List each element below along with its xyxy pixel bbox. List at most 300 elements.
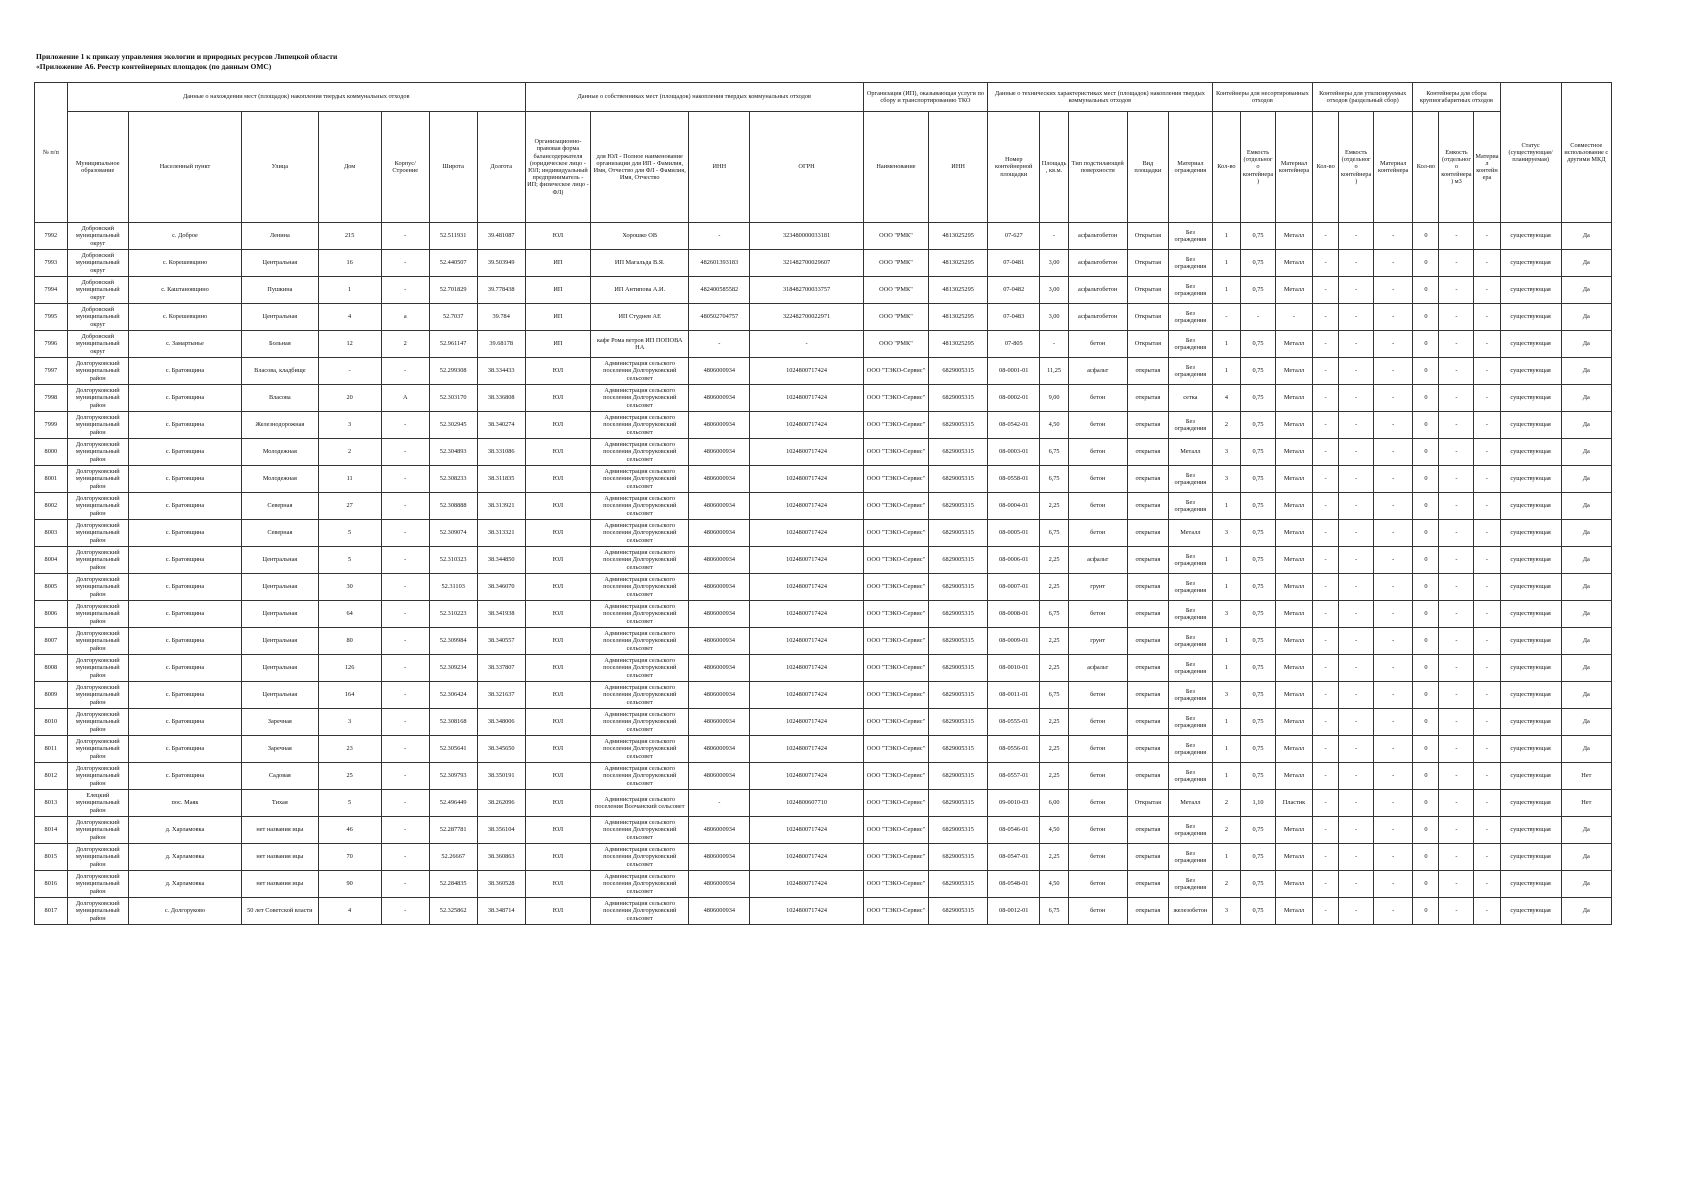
header-building: Корпус/Строение bbox=[381, 112, 429, 223]
cell-building: - bbox=[381, 817, 429, 844]
cell-unsorted-count: 2 bbox=[1212, 412, 1240, 439]
table-row bbox=[35, 250, 1612, 277]
cell-operator-inn: 6829005315 bbox=[929, 385, 988, 412]
cell-legal-form: ИП bbox=[525, 304, 590, 331]
cell-num: 8011 bbox=[35, 736, 68, 763]
cell-unsorted-count: 2 bbox=[1212, 790, 1240, 817]
cell-status: существующая bbox=[1500, 385, 1561, 412]
cell-legal-form: ЮЛ bbox=[525, 547, 590, 574]
cell-ogrn: 1024800717424 bbox=[750, 871, 863, 898]
cell-lat: 52.310323 bbox=[429, 547, 477, 574]
cell-owner-name: ИП Студнев АЕ bbox=[591, 304, 689, 331]
cell-municipality: Долгоруковский муниципальный район bbox=[67, 547, 128, 574]
cell-legal-form: ЮЛ bbox=[525, 439, 590, 466]
cell-building: - bbox=[381, 493, 429, 520]
cell-settlement: с. Братовщина bbox=[128, 682, 241, 709]
cell-status: существующая bbox=[1500, 547, 1561, 574]
header-group-owner: Данные о собственниках мест (площадок) накопления твердых коммунальных отходов bbox=[525, 83, 863, 112]
cell-area: 6,75 bbox=[1040, 439, 1068, 466]
cell-operator-name: ООО "ТЭКО-Сервис" bbox=[863, 493, 928, 520]
cell-recycle-volume: - bbox=[1339, 466, 1374, 493]
cell-operator-inn: 6829005315 bbox=[929, 682, 988, 709]
cell-ogrn: 1024800717424 bbox=[750, 682, 863, 709]
cell-street: Тихая bbox=[242, 790, 318, 817]
cell-operator-name: ООО "ТЭКО-Сервис" bbox=[863, 628, 928, 655]
cell-operator-name: ООО "ТЭКО-Сервис" bbox=[863, 547, 928, 574]
table-row bbox=[35, 223, 1612, 250]
table-row bbox=[35, 601, 1612, 628]
cell-settlement: с. Братовщина bbox=[128, 709, 241, 736]
cell-operator-inn: 6829005315 bbox=[929, 898, 988, 925]
cell-bulky-count: 0 bbox=[1413, 277, 1439, 304]
cell-legal-form: ИП bbox=[525, 250, 590, 277]
cell-municipality: Елецкий муниципальный район bbox=[67, 790, 128, 817]
cell-lon: 38.345650 bbox=[477, 736, 525, 763]
header-row-columns bbox=[35, 112, 1612, 223]
cell-house: 27 bbox=[318, 493, 381, 520]
cell-operator-inn: 6829005315 bbox=[929, 655, 988, 682]
cell-num: 8009 bbox=[35, 682, 68, 709]
cell-owner-name: Администрация сельского поселения Долгоруковский сельсовет bbox=[591, 493, 689, 520]
cell-area: 9,00 bbox=[1040, 385, 1068, 412]
cell-unsorted-material: Металл bbox=[1275, 844, 1312, 871]
cell-shared: Да bbox=[1561, 871, 1611, 898]
cell-shared: Да bbox=[1561, 304, 1611, 331]
cell-site-number: 09-0010-03 bbox=[988, 790, 1040, 817]
cell-surface: грунт bbox=[1068, 628, 1127, 655]
cell-recycle-material: - bbox=[1374, 574, 1413, 601]
cell-fence: Без ограждения bbox=[1169, 736, 1213, 763]
cell-unsorted-volume: 0,75 bbox=[1241, 655, 1276, 682]
cell-bulky-volume: - bbox=[1439, 790, 1474, 817]
cell-bulky-count: 0 bbox=[1413, 304, 1439, 331]
cell-operator-name: ООО "ТЭКО-Сервис" bbox=[863, 520, 928, 547]
cell-lon: 38.348006 bbox=[477, 709, 525, 736]
cell-fence: Без ограждения bbox=[1169, 601, 1213, 628]
cell-bulky-count: 0 bbox=[1413, 439, 1439, 466]
cell-lat: 52.303170 bbox=[429, 385, 477, 412]
cell-operator-inn: 6829005315 bbox=[929, 844, 988, 871]
cell-status: существующая bbox=[1500, 898, 1561, 925]
cell-ogrn: 1024800717424 bbox=[750, 898, 863, 925]
cell-status: существующая bbox=[1500, 736, 1561, 763]
cell-recycle-count: - bbox=[1313, 628, 1339, 655]
cell-site-number: 08-0558-01 bbox=[988, 466, 1040, 493]
cell-lon: 38.344850 bbox=[477, 547, 525, 574]
cell-fence: Без ограждения bbox=[1169, 466, 1213, 493]
cell-municipality: Долгоруковский муниципальный район bbox=[67, 682, 128, 709]
cell-owner-name: Администрация сельского поселения Волчанский сельсовет bbox=[591, 790, 689, 817]
cell-legal-form: ЮЛ bbox=[525, 763, 590, 790]
cell-unsorted-material: Металл bbox=[1275, 898, 1312, 925]
cell-house: 90 bbox=[318, 871, 381, 898]
cell-inn: 4806000934 bbox=[689, 385, 750, 412]
cell-bulky-volume: - bbox=[1439, 736, 1474, 763]
cell-recycle-count: - bbox=[1313, 520, 1339, 547]
cell-operator-name: ООО "ТЭКО-Сервис" bbox=[863, 898, 928, 925]
cell-area: 2,25 bbox=[1040, 655, 1068, 682]
cell-building: А bbox=[381, 385, 429, 412]
cell-legal-form: ЮЛ bbox=[525, 898, 590, 925]
cell-shared: Да bbox=[1561, 358, 1611, 385]
cell-recycle-volume: - bbox=[1339, 709, 1374, 736]
cell-owner-name: ИП Магальда В.Я. bbox=[591, 250, 689, 277]
registry-body bbox=[35, 223, 1612, 925]
cell-unsorted-material: Металл bbox=[1275, 250, 1312, 277]
cell-site-number: 08-0008-01 bbox=[988, 601, 1040, 628]
header-group-tech: Данные о технических характеристиках мест (площадок) накопления твердых коммунальных отходов bbox=[988, 83, 1213, 112]
cell-bulky-count: 0 bbox=[1413, 655, 1439, 682]
cell-ogrn: 1024800717424 bbox=[750, 439, 863, 466]
cell-settlement: д. Харламовка bbox=[128, 817, 241, 844]
cell-num: 7993 bbox=[35, 250, 68, 277]
cell-site-number: 08-0542-01 bbox=[988, 412, 1040, 439]
cell-bulky-volume: - bbox=[1439, 358, 1474, 385]
cell-recycle-count: - bbox=[1313, 601, 1339, 628]
cell-bulky-material: - bbox=[1474, 736, 1500, 763]
cell-recycle-volume: - bbox=[1339, 250, 1374, 277]
cell-operator-inn: 6829005315 bbox=[929, 574, 988, 601]
cell-ogrn: 1024800717424 bbox=[750, 574, 863, 601]
cell-unsorted-material: Металл bbox=[1275, 601, 1312, 628]
cell-surface: асфальтобетон bbox=[1068, 250, 1127, 277]
table-row bbox=[35, 520, 1612, 547]
cell-site-type: Открытая bbox=[1127, 790, 1168, 817]
cell-lat: 52.26667 bbox=[429, 844, 477, 871]
cell-inn: 4806000934 bbox=[689, 601, 750, 628]
cell-unsorted-count: 3 bbox=[1212, 439, 1240, 466]
cell-ogrn: 1024800717424 bbox=[750, 763, 863, 790]
cell-inn: - bbox=[689, 223, 750, 250]
cell-building: - bbox=[381, 844, 429, 871]
cell-status: существующая bbox=[1500, 682, 1561, 709]
cell-owner-name: Администрация сельского поселения Долгоруковский сельсовет bbox=[591, 655, 689, 682]
header-surface: Тип подстилающей поверхности bbox=[1068, 112, 1127, 223]
cell-unsorted-volume: 0,75 bbox=[1241, 520, 1276, 547]
cell-settlement: с. Братовщина bbox=[128, 655, 241, 682]
cell-status: существующая bbox=[1500, 412, 1561, 439]
cell-ogrn: 1024800717424 bbox=[750, 466, 863, 493]
cell-recycle-count: - bbox=[1313, 304, 1339, 331]
cell-recycle-material: - bbox=[1374, 898, 1413, 925]
cell-ogrn: 1024800717424 bbox=[750, 655, 863, 682]
cell-area: - bbox=[1040, 331, 1068, 358]
cell-shared: Да bbox=[1561, 655, 1611, 682]
cell-unsorted-volume: 0,75 bbox=[1241, 439, 1276, 466]
cell-ogrn: 1024800717424 bbox=[750, 493, 863, 520]
cell-bulky-volume: - bbox=[1439, 439, 1474, 466]
cell-shared: Да bbox=[1561, 493, 1611, 520]
cell-fence: Без ограждения bbox=[1169, 493, 1213, 520]
cell-owner-name: Администрация сельского поселения Долгоруковский сельсовет bbox=[591, 736, 689, 763]
cell-inn: 4806000934 bbox=[689, 466, 750, 493]
cell-ogrn: 322482700022971 bbox=[750, 304, 863, 331]
cell-street: Центральная bbox=[242, 628, 318, 655]
cell-recycle-volume: - bbox=[1339, 304, 1374, 331]
cell-bulky-volume: - bbox=[1439, 277, 1474, 304]
cell-site-type: открытая bbox=[1127, 844, 1168, 871]
cell-inn: 482601393183 bbox=[689, 250, 750, 277]
cell-operator-name: ООО "ТЭКО-Сервис" bbox=[863, 574, 928, 601]
header-ogrn: ОГРН bbox=[750, 112, 863, 223]
cell-ogrn: 323480000033181 bbox=[750, 223, 863, 250]
cell-bulky-volume: - bbox=[1439, 844, 1474, 871]
cell-house: 126 bbox=[318, 655, 381, 682]
cell-inn: 4806000934 bbox=[689, 628, 750, 655]
cell-recycle-volume: - bbox=[1339, 763, 1374, 790]
header-fence: Материал ограждения bbox=[1169, 112, 1213, 223]
header-legal-form: Организационно-правовая форма балансодержателя (юридическое лицо - ЮЛ; индивидуальный предприниматель - ИП; физическое лицо - ФЛ) bbox=[525, 112, 590, 223]
cell-area: 3,00 bbox=[1040, 250, 1068, 277]
cell-house: 16 bbox=[318, 250, 381, 277]
cell-inn: 4806000934 bbox=[689, 682, 750, 709]
cell-operator-inn: 6829005315 bbox=[929, 736, 988, 763]
cell-unsorted-volume: 0,75 bbox=[1241, 817, 1276, 844]
cell-num: 8000 bbox=[35, 439, 68, 466]
cell-building: - bbox=[381, 250, 429, 277]
cell-recycle-volume: - bbox=[1339, 439, 1374, 466]
cell-house: 23 bbox=[318, 736, 381, 763]
cell-unsorted-volume: 0,75 bbox=[1241, 250, 1276, 277]
header-group-bulky: Контейнеры для сбора крупногабаритных отходов bbox=[1413, 83, 1500, 112]
cell-municipality: Долгоруковский муниципальный район bbox=[67, 466, 128, 493]
cell-site-type: открытая bbox=[1127, 547, 1168, 574]
cell-owner-name: кафе Рома ветров ИП ПОПОВА НА bbox=[591, 331, 689, 358]
cell-building: - bbox=[381, 574, 429, 601]
cell-operator-inn: 6829005315 bbox=[929, 601, 988, 628]
cell-bulky-material: - bbox=[1474, 493, 1500, 520]
table-row bbox=[35, 304, 1612, 331]
cell-legal-form: ЮЛ bbox=[525, 358, 590, 385]
cell-street: нет названия ицы bbox=[242, 871, 318, 898]
cell-recycle-count: - bbox=[1313, 547, 1339, 574]
cell-unsorted-volume: 0,75 bbox=[1241, 601, 1276, 628]
cell-legal-form: ЮЛ bbox=[525, 520, 590, 547]
cell-status: существующая bbox=[1500, 574, 1561, 601]
cell-fence: Без ограждения bbox=[1169, 547, 1213, 574]
cell-operator-inn: 6829005315 bbox=[929, 358, 988, 385]
cell-site-number: 07-0482 bbox=[988, 277, 1040, 304]
cell-municipality: Добровский муниципальный округ bbox=[67, 223, 128, 250]
cell-bulky-material: - bbox=[1474, 709, 1500, 736]
cell-unsorted-volume: 0,75 bbox=[1241, 358, 1276, 385]
cell-lon: 38.313921 bbox=[477, 493, 525, 520]
cell-site-number: 07-0481 bbox=[988, 250, 1040, 277]
cell-bulky-volume: - bbox=[1439, 682, 1474, 709]
cell-fence: Без ограждения bbox=[1169, 655, 1213, 682]
cell-unsorted-volume: 0,75 bbox=[1241, 547, 1276, 574]
cell-fence: Без ограждения bbox=[1169, 628, 1213, 655]
header-recycle-volume: Емкость (отдельного контейнера) bbox=[1339, 112, 1374, 223]
cell-recycle-material: - bbox=[1374, 277, 1413, 304]
cell-operator-inn: 6829005315 bbox=[929, 871, 988, 898]
cell-owner-name: Администрация сельского поселения Долгоруковский сельсовет bbox=[591, 601, 689, 628]
cell-recycle-count: - bbox=[1313, 277, 1339, 304]
cell-num: 8001 bbox=[35, 466, 68, 493]
cell-num: 7994 bbox=[35, 277, 68, 304]
cell-unsorted-count: 1 bbox=[1212, 574, 1240, 601]
cell-area: 11,25 bbox=[1040, 358, 1068, 385]
cell-recycle-count: - bbox=[1313, 844, 1339, 871]
cell-lat: 52.440507 bbox=[429, 250, 477, 277]
cell-surface: асфальт bbox=[1068, 358, 1127, 385]
cell-surface: бетон bbox=[1068, 844, 1127, 871]
cell-bulky-volume: - bbox=[1439, 574, 1474, 601]
cell-bulky-material: - bbox=[1474, 250, 1500, 277]
cell-operator-name: ООО "РМК" bbox=[863, 277, 928, 304]
cell-bulky-material: - bbox=[1474, 898, 1500, 925]
header-operator-inn: ИНН bbox=[929, 112, 988, 223]
cell-site-number: 08-0548-01 bbox=[988, 871, 1040, 898]
cell-legal-form: ЮЛ bbox=[525, 871, 590, 898]
cell-street: Центральная bbox=[242, 682, 318, 709]
cell-recycle-count: - bbox=[1313, 709, 1339, 736]
cell-unsorted-count: 1 bbox=[1212, 250, 1240, 277]
cell-recycle-volume: - bbox=[1339, 898, 1374, 925]
cell-bulky-material: - bbox=[1474, 439, 1500, 466]
table-row bbox=[35, 574, 1612, 601]
cell-shared: Да bbox=[1561, 331, 1611, 358]
cell-recycle-material: - bbox=[1374, 493, 1413, 520]
cell-num: 8012 bbox=[35, 763, 68, 790]
cell-recycle-material: - bbox=[1374, 628, 1413, 655]
cell-lon: 38.348714 bbox=[477, 898, 525, 925]
cell-status: существующая bbox=[1500, 763, 1561, 790]
cell-area: 6,75 bbox=[1040, 601, 1068, 628]
cell-surface: бетон bbox=[1068, 871, 1127, 898]
cell-unsorted-material: Металл bbox=[1275, 385, 1312, 412]
cell-lon: 39.481087 bbox=[477, 223, 525, 250]
cell-bulky-count: 0 bbox=[1413, 871, 1439, 898]
cell-recycle-volume: - bbox=[1339, 385, 1374, 412]
cell-lat: 52.511931 bbox=[429, 223, 477, 250]
cell-lat: 52.302945 bbox=[429, 412, 477, 439]
cell-site-type: открытая bbox=[1127, 655, 1168, 682]
cell-num: 8014 bbox=[35, 817, 68, 844]
cell-surface: бетон bbox=[1068, 763, 1127, 790]
cell-building: а bbox=[381, 304, 429, 331]
table-row bbox=[35, 844, 1612, 871]
cell-fence: Без ограждения bbox=[1169, 844, 1213, 871]
cell-num: 7992 bbox=[35, 223, 68, 250]
cell-bulky-count: 0 bbox=[1413, 817, 1439, 844]
cell-street: Северная bbox=[242, 493, 318, 520]
cell-settlement: с. Замартынье bbox=[128, 331, 241, 358]
cell-site-type: открытая bbox=[1127, 574, 1168, 601]
cell-fence: Без ограждения bbox=[1169, 304, 1213, 331]
cell-operator-inn: 6829005315 bbox=[929, 466, 988, 493]
cell-bulky-material: - bbox=[1474, 358, 1500, 385]
cell-num: 8010 bbox=[35, 709, 68, 736]
cell-house: 12 bbox=[318, 331, 381, 358]
cell-site-number: 08-0547-01 bbox=[988, 844, 1040, 871]
cell-lat: 52.309793 bbox=[429, 763, 477, 790]
cell-bulky-material: - bbox=[1474, 655, 1500, 682]
cell-bulky-count: 0 bbox=[1413, 763, 1439, 790]
cell-surface: асфальт bbox=[1068, 655, 1127, 682]
cell-settlement: с. Братовщина bbox=[128, 358, 241, 385]
cell-operator-inn: 6829005315 bbox=[929, 493, 988, 520]
cell-site-type: открытая bbox=[1127, 601, 1168, 628]
header-group-unsorted: Контейнеры для несортированных отходов bbox=[1212, 83, 1312, 112]
cell-unsorted-count: 1 bbox=[1212, 763, 1240, 790]
cell-recycle-material: - bbox=[1374, 250, 1413, 277]
cell-legal-form: ЮЛ bbox=[525, 412, 590, 439]
cell-settlement: с. Корешевщино bbox=[128, 304, 241, 331]
cell-unsorted-volume: 0,75 bbox=[1241, 385, 1276, 412]
cell-operator-name: ООО "ТЭКО-Сервис" bbox=[863, 682, 928, 709]
cell-lon: 38.360863 bbox=[477, 844, 525, 871]
cell-lat: 52.7037 bbox=[429, 304, 477, 331]
cell-recycle-volume: - bbox=[1339, 817, 1374, 844]
cell-fence: Без ограждения bbox=[1169, 682, 1213, 709]
cell-lat: 52.304893 bbox=[429, 439, 477, 466]
cell-operator-inn: 6829005315 bbox=[929, 520, 988, 547]
cell-building: - bbox=[381, 709, 429, 736]
cell-area: 2,25 bbox=[1040, 709, 1068, 736]
cell-surface: бетон bbox=[1068, 493, 1127, 520]
cell-area: 4,50 bbox=[1040, 871, 1068, 898]
cell-surface: асфальтобетон bbox=[1068, 223, 1127, 250]
cell-num: 8013 bbox=[35, 790, 68, 817]
cell-shared: Да bbox=[1561, 223, 1611, 250]
cell-bulky-count: 0 bbox=[1413, 790, 1439, 817]
cell-house: 3 bbox=[318, 412, 381, 439]
cell-operator-name: ООО "ТЭКО-Сервис" bbox=[863, 790, 928, 817]
cell-operator-inn: 4813025295 bbox=[929, 223, 988, 250]
cell-ogrn: 1024800717424 bbox=[750, 358, 863, 385]
cell-unsorted-count: 3 bbox=[1212, 601, 1240, 628]
cell-house: 4 bbox=[318, 898, 381, 925]
cell-settlement: с. Братовщина bbox=[128, 736, 241, 763]
cell-bulky-material: - bbox=[1474, 682, 1500, 709]
cell-operator-inn: 6829005315 bbox=[929, 709, 988, 736]
cell-site-number: 07-0483 bbox=[988, 304, 1040, 331]
cell-settlement: с. Братовщина bbox=[128, 493, 241, 520]
cell-lat: 52.305641 bbox=[429, 736, 477, 763]
cell-house: 4 bbox=[318, 304, 381, 331]
cell-site-number: 08-0002-01 bbox=[988, 385, 1040, 412]
cell-unsorted-material: Металл bbox=[1275, 763, 1312, 790]
table-row bbox=[35, 655, 1612, 682]
table-row bbox=[35, 817, 1612, 844]
cell-fence: Без ограждения bbox=[1169, 331, 1213, 358]
cell-bulky-count: 0 bbox=[1413, 223, 1439, 250]
table-row bbox=[35, 331, 1612, 358]
cell-building: - bbox=[381, 223, 429, 250]
cell-site-type: Открытая bbox=[1127, 223, 1168, 250]
header-shared: Совместное использование с другими МКД bbox=[1561, 83, 1611, 223]
cell-area: 6,75 bbox=[1040, 898, 1068, 925]
cell-legal-form: ЮЛ bbox=[525, 223, 590, 250]
header-bulky-volume: Емкость (отдельного контейнера) м3 bbox=[1439, 112, 1474, 223]
cell-recycle-volume: - bbox=[1339, 628, 1374, 655]
table-row bbox=[35, 736, 1612, 763]
cell-unsorted-count: 1 bbox=[1212, 655, 1240, 682]
cell-settlement: с. Каштановщино bbox=[128, 277, 241, 304]
table-row bbox=[35, 628, 1612, 655]
cell-recycle-material: - bbox=[1374, 385, 1413, 412]
cell-num: 8016 bbox=[35, 871, 68, 898]
cell-shared: Да bbox=[1561, 574, 1611, 601]
cell-lon: 38.350191 bbox=[477, 763, 525, 790]
cell-surface: бетон bbox=[1068, 601, 1127, 628]
cell-unsorted-count: 1 bbox=[1212, 358, 1240, 385]
cell-fence: Без ограждения bbox=[1169, 358, 1213, 385]
cell-unsorted-material: Металл bbox=[1275, 736, 1312, 763]
cell-recycle-volume: - bbox=[1339, 601, 1374, 628]
cell-fence: Без ограждения bbox=[1169, 223, 1213, 250]
